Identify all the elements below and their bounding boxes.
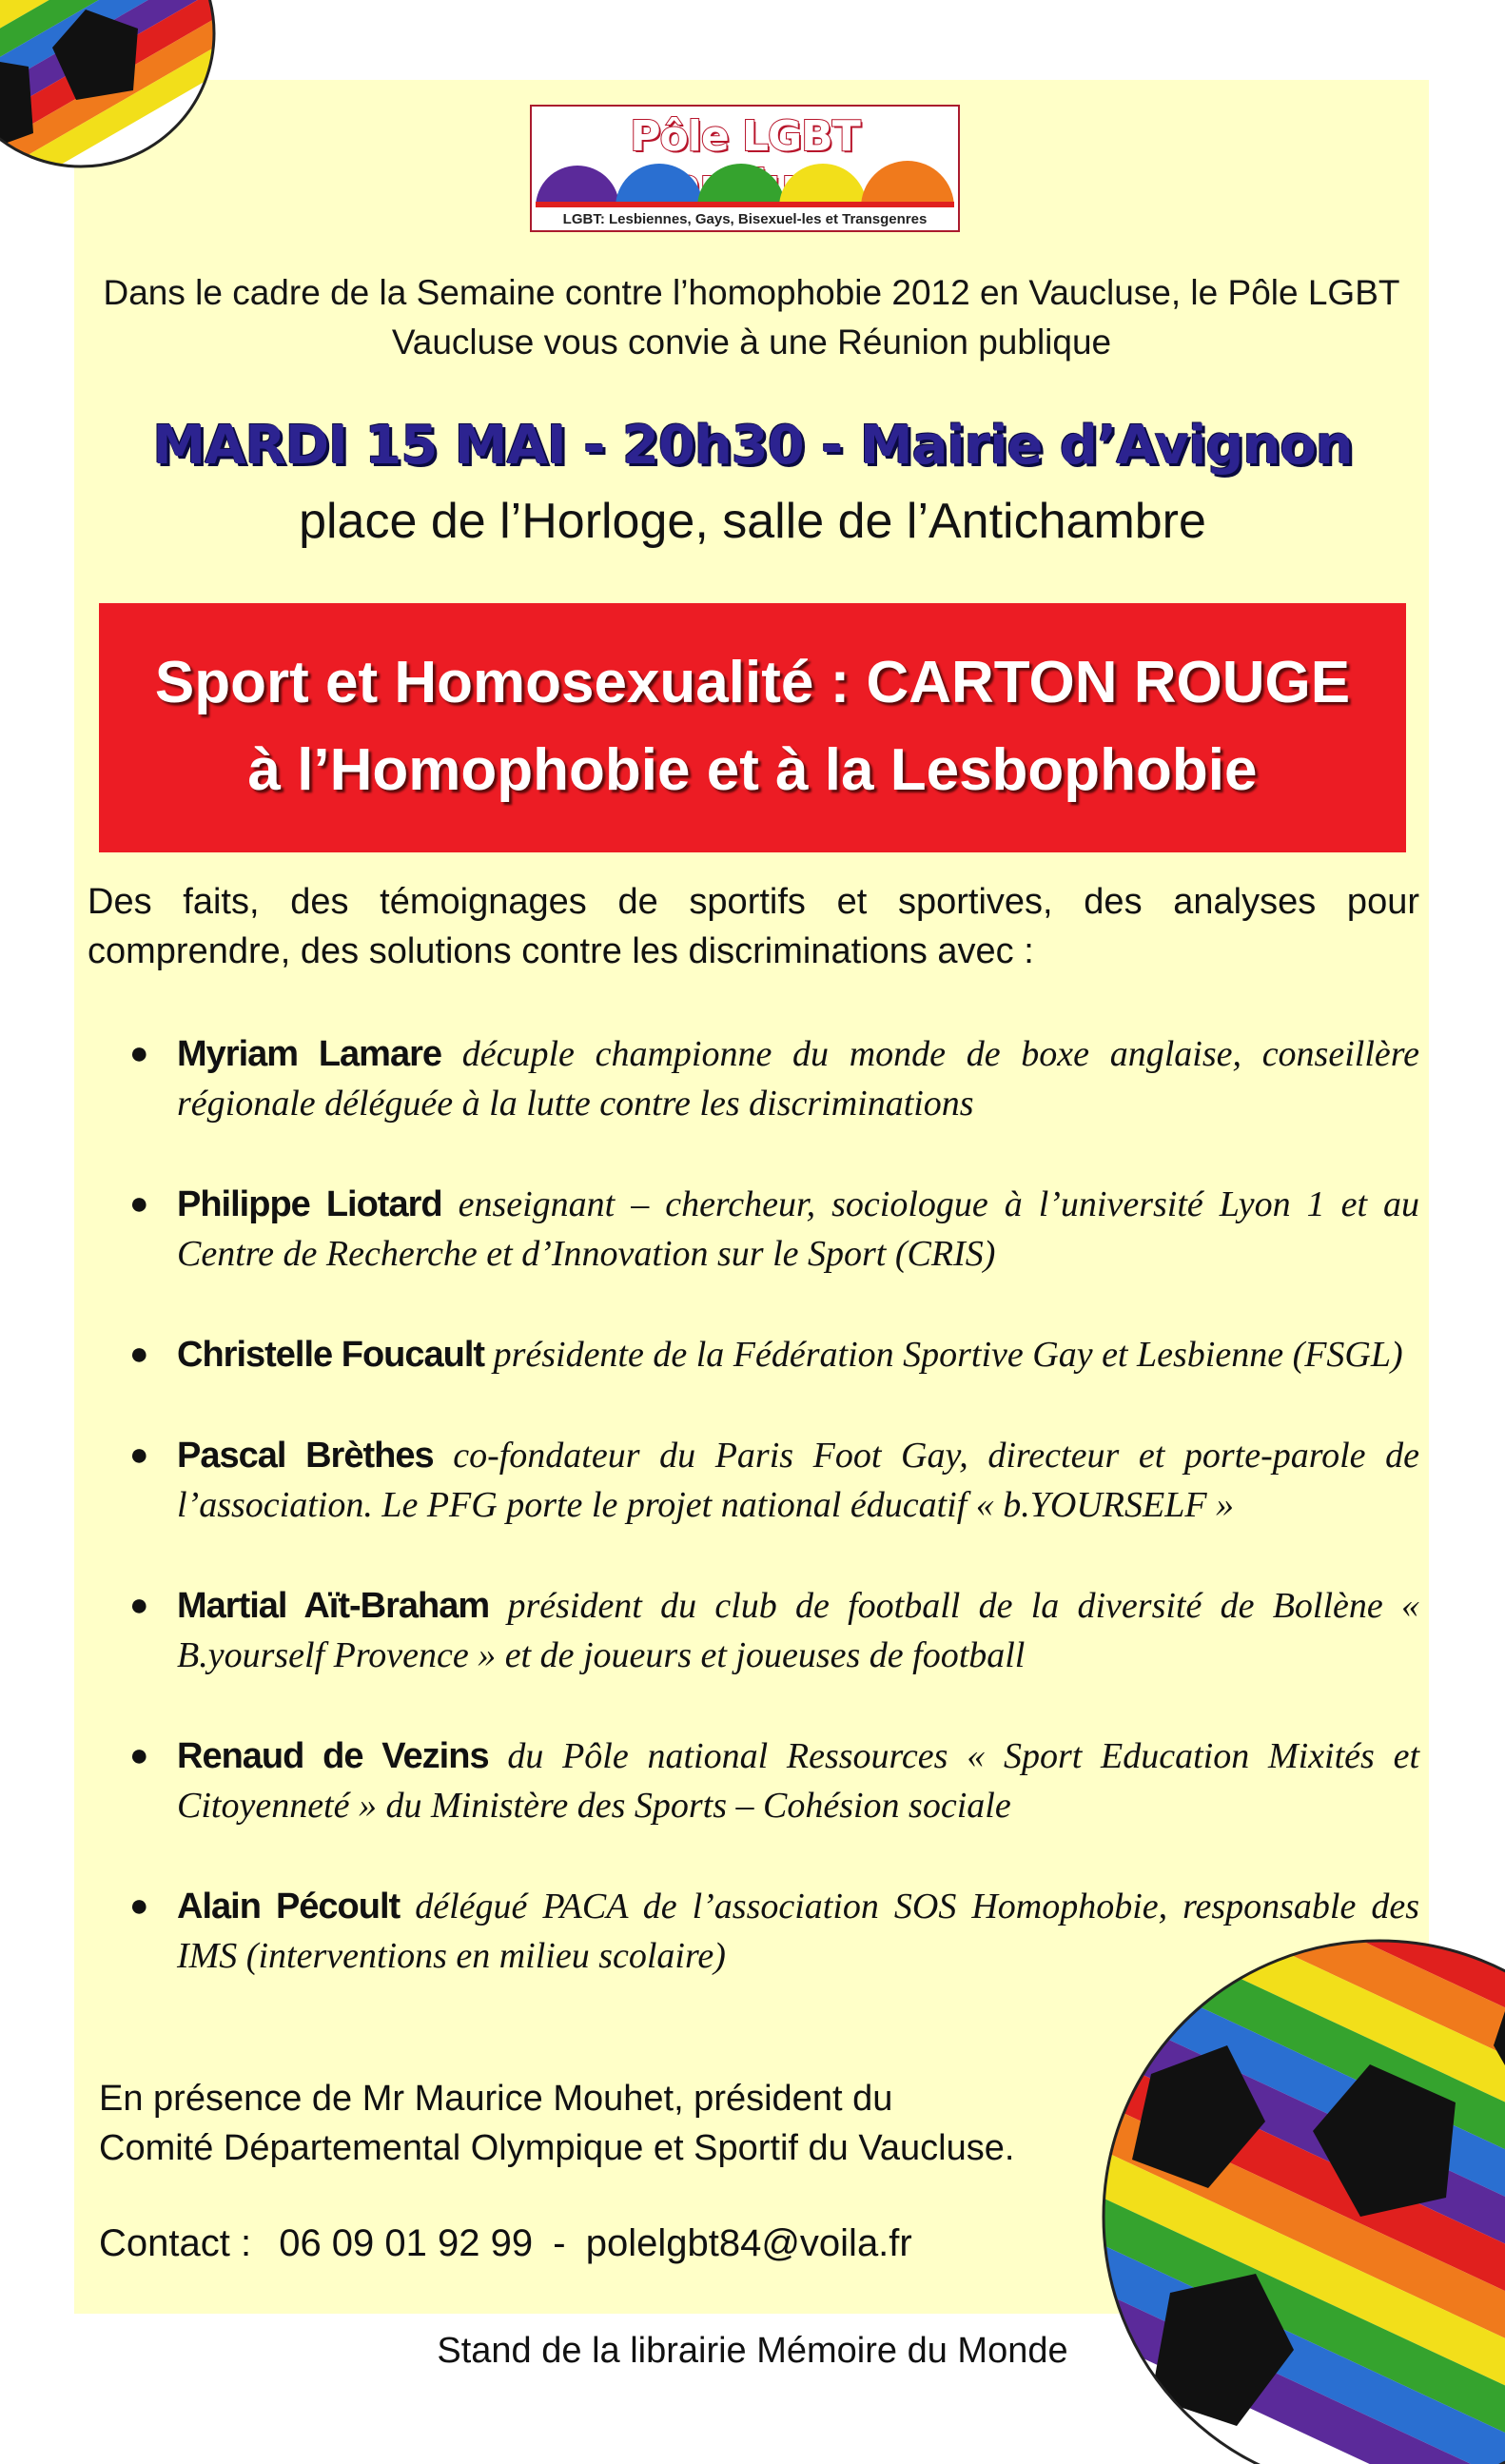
speaker-list <box>88 1029 1419 2032</box>
speaker-name: Renaud de Vezins <box>177 1736 489 1776</box>
contact-line <box>99 2222 1241 2265</box>
speaker-name: Myriam Lamare <box>177 1034 442 1074</box>
bullet-icon: ● <box>129 1186 149 1222</box>
lead-paragraph: Des faits, des témoignages de sportifs et sportives, des analyses pour comprendre, des solutions contre les discriminations avec : <box>88 882 1419 971</box>
speaker-role: décuple championne du monde de boxe anglaise, conseillère régionale déléguée à la lutte contre les discriminations <box>177 1034 1419 1124</box>
speaker-name: Pascal Brèthes <box>177 1436 434 1476</box>
title-banner <box>99 603 1406 852</box>
logo-subtitle: LGBT: Lesbiennes, Gays, Bisexuel-les et Transgenres <box>562 211 928 227</box>
list-item <box>88 1882 1419 1981</box>
contact-separator: - <box>553 2222 566 2264</box>
contact-phone: 06 09 01 92 99 <box>279 2222 534 2264</box>
bullet-icon: ● <box>129 1337 149 1372</box>
speaker-name: Philippe Liotard <box>177 1184 442 1224</box>
event-date-heading: MARDI 15 MAI - 20h30 - Mairie d’Avignon <box>152 415 1353 477</box>
bookstore-stand-note: Stand de la librairie Mémoire du Monde <box>437 2331 1068 2371</box>
presence-line-2: Comité Départemental Olympique et Sportif du Vaucluse. <box>99 2128 1015 2168</box>
speaker-role: présidente de la Fédération Sportive Gay et Lesbienne (FSGL) <box>493 1335 1403 1375</box>
speaker-name: Christelle Foucault <box>177 1335 485 1375</box>
contact-email: polelgbt84@voila.fr <box>585 2222 912 2264</box>
list-item <box>88 1330 1419 1379</box>
bullet-icon: ● <box>129 1036 149 1071</box>
list-item <box>88 1731 1419 1830</box>
event-place: place de l’Horloge, salle de l’Antichambre <box>299 494 1206 549</box>
speaker-role: du Pôle national Ressources « Sport Education Mixités et Citoyenneté » du Ministère des Sports – Cohésion sociale <box>177 1736 1420 1826</box>
rainbow-football-top-image <box>0 0 219 171</box>
list-item <box>88 1431 1419 1530</box>
banner-line-2: à l’Homophobie et à la Lesbophobie <box>247 737 1258 803</box>
bullet-icon: ● <box>129 1738 149 1773</box>
pole-lgbt-vaucluse-logo <box>530 105 960 232</box>
speaker-role: président du club de football de la diversité de Bollène « B.yourself Provence » et de joueurs et joueuses de football <box>177 1586 1420 1675</box>
bullet-icon: ● <box>129 1588 149 1623</box>
list-item <box>88 1029 1419 1128</box>
banner-line-1: Sport et Homosexualité : CARTON ROUGE <box>154 650 1351 715</box>
bullet-icon: ● <box>129 1888 149 1924</box>
logo-title: Pôle LGBT <box>630 112 860 161</box>
list-item <box>88 1581 1419 1680</box>
presence-line-1: En présence de Mr Maurice Mouhet, président du <box>99 2079 893 2119</box>
contact-label: Contact : <box>99 2222 252 2264</box>
speaker-name: Alain Pécoult <box>177 1887 401 1926</box>
speaker-name: Martial Aït-Braham <box>177 1586 490 1626</box>
intro-text: Dans le cadre de la Semaine contre l’homophobie 2012 en Vaucluse, le Pôle LGBT Vaucluse vous convie à une Réunion publique <box>103 273 1400 362</box>
list-item <box>88 1180 1419 1279</box>
speaker-role: délégué PACA de l’association SOS Homophobie, responsable des IMS (interventions en milieu scolaire) <box>177 1887 1420 1976</box>
presence-note <box>99 2074 1241 2173</box>
speaker-role: co-fondateur du Paris Foot Gay, directeur et porte-parole de l’association. Le PFG porte le projet national éducatif « b.YOURSELF » <box>177 1436 1419 1525</box>
speaker-role: enseignant – chercheur, sociologue à l’université Lyon 1 et au Centre de Recherche et d’Innovation sur le Sport (CRIS) <box>177 1184 1419 1274</box>
bullet-icon: ● <box>129 1437 149 1473</box>
logo-rainbow-graphic <box>536 158 954 207</box>
